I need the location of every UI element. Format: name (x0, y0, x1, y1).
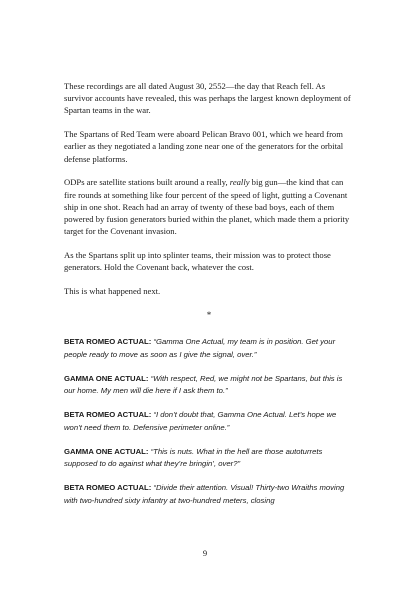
paragraph-text: These recordings are all dated August 30, 2552—the day that Reach fell. As survivor accounts have revealed, this was perhaps the largest known deployment of Spartan teams in the war. (64, 81, 351, 116)
emphasis-text: really (229, 177, 250, 188)
body-text (64, 80, 354, 519)
paragraph-text: The Spartans of Red Team were aboard Pelican Bravo 001, which we heard from earlier as they negotiated a landing zone near one of the generators for the orbital defense platforms. (64, 129, 344, 164)
transcript-quote: “I don’t doubt that, Gamma One Actual. Let’s hope we won’t need them to. Defensive perimeter online.” (64, 410, 337, 432)
transcript-entry (64, 409, 354, 434)
speaker-label: BETA ROMEO ACTUAL: (64, 410, 152, 420)
transcript-quote: “This is nuts. What in the hell are those autoturrets supposed to do against what they’re bringin’, over?” (64, 446, 323, 469)
speaker-label: GAMMA ONE ACTUAL: (64, 373, 149, 383)
paragraph (64, 80, 354, 117)
paragraph-text: big gun—the kind that can fire rounds at something like four percent of the speed of light, gutting a Covenant ship in one shot. Reach had an array of twenty of these bad boys, each of them powered by fusion generators buried within the planet, which made them a priority target for the Covenant invasion. (64, 177, 350, 237)
section-separator: * (206, 309, 212, 320)
paragraph-text: ODPs are satellite stations built around a really, (64, 177, 230, 188)
transcript-quote: “Divide their attention. Visual! Thirty-two Wraiths moving with two-hundred sixty infantry at two-hundred meters, closing (64, 483, 345, 505)
speaker-label: BETA ROMEO ACTUAL: (64, 337, 152, 347)
transcript-quote: “With respect, Red, we might not be Spartans, but this is our home. My men will die here if I ask them to.” (64, 373, 343, 396)
speaker-label: GAMMA ONE ACTUAL: (64, 446, 149, 456)
paragraph-text: This is what happened next. (64, 286, 161, 297)
transcript-quote: “Gamma One Actual, my team is in position. Get your people ready to move as soon as I give the signal, over.” (64, 337, 336, 359)
transcript-entry (64, 446, 354, 471)
page-number: 9 (202, 548, 208, 558)
paragraph-text: As the Spartans split up into splinter teams, their mission was to protect those generators. Hold the Covenant back, whatever the cost. (64, 250, 331, 273)
transcript-entry (64, 482, 354, 507)
paragraph (64, 176, 354, 237)
paragraph (64, 249, 354, 273)
transcript-entry (64, 336, 354, 361)
paragraph (64, 128, 354, 165)
paragraph (64, 285, 354, 297)
speaker-label: BETA ROMEO ACTUAL: (64, 483, 152, 493)
transcript-entry (64, 373, 354, 398)
